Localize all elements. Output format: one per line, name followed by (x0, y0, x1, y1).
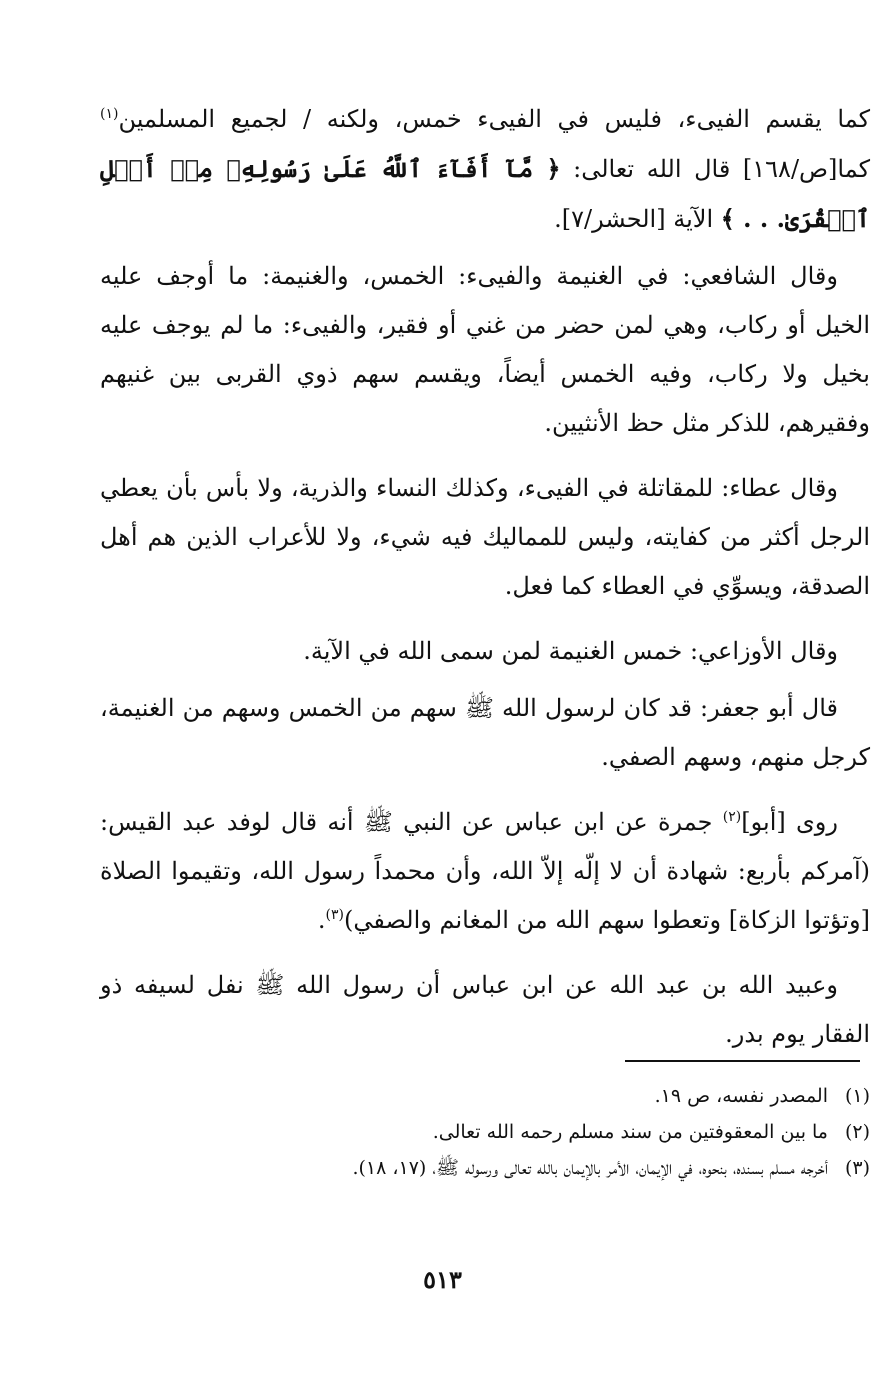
paragraph-6-text-b: جمرة عن ابن عباس عن النبي ﷺ أنه قال لوفد عبد القيس: (آمركم بأربع: شهادة أن لا إلّه إلاّ الله، وأن محمداً رسول الله، وتقيموا الصلاة [وتؤتوا الزكاة] وتعطوا سهم الله من المغانم والصفي) (100, 808, 870, 934)
footnote-number: (١) (844, 1085, 870, 1107)
footnote-ref-3: (٣) (325, 907, 344, 923)
paragraph-6-text-c: . (317, 906, 326, 934)
paragraph-6-text-a: روى [أبو] (741, 808, 838, 836)
paragraph-1-text-b: كما[ص/١٦٨] قال الله تعالى: (560, 155, 871, 183)
footnote-3 (100, 1150, 870, 1186)
footnote-ref-1: (١) (100, 106, 119, 122)
paragraph-1-text-c: الآية [الحشر/٧]. (554, 205, 721, 233)
footnote-text: ما بين المعقوفتين من سند مسلم رحمه الله تعالى. (432, 1121, 828, 1143)
footnote-2 (100, 1114, 870, 1150)
footnote-ref-2: (٢) (722, 809, 742, 825)
paragraph-2: وقال الشافعي: في الغنيمة والفيىء: الخمس، والغنيمة: ما أوجف عليه الخيل أو ركاب، وهي لمن حضر من غني أو فقير، والفيىء: ما لم يوجف عليه بخيل ولا ركاب، وفيه الخمس أيضاً، ويقسم سهم ذوي القربى بين غنيهم وفقيرهم، للذكر مثل حظ الأنثيين. (100, 262, 871, 437)
page-number: ٥١٣ (423, 1265, 462, 1294)
footnote-divider (625, 1060, 860, 1062)
main-text (100, 95, 870, 1075)
footnotes (100, 1078, 870, 1186)
paragraph-1-text-a: كما يقسم الفيىء، فليس في الفيىء خمس، ولكنه / لجميع المسلمين (118, 105, 870, 133)
footnote-number: (٢) (844, 1121, 870, 1143)
paragraph-1 (100, 95, 870, 244)
paragraph-7: وعبيد الله بن عبد الله عن ابن عباس أن رسول الله ﷺ نفل لسيفه ذو الفقار يوم بدر. (100, 971, 870, 1048)
footnote-1 (100, 1078, 870, 1114)
footnote-text: أخرجه مسلم بسنده، بنحوه، في الإيمان، الأمر بالإيمان بالله تعالى ورسوله ﷺ، (١٧، ١٨). (352, 1157, 828, 1179)
paragraph-3: وقال عطاء: للمقاتلة في الفيىء، وكذلك النساء والذرية، ولا بأس بأن يعطي الرجل أكثر من كفايته، وليس للمماليك فيه شيء، ولا للأعراب الذين هم أهل الصدقة، ويسوِّي في العطاء كما فعل. (100, 474, 870, 600)
paragraph-5: قال أبو جعفر: قد كان لرسول الله ﷺ سهم من الخمس وسهم من الغنيمة، كرجل منهم، وسهم الصفي. (100, 694, 870, 771)
paragraph-4: وقال الأوزاعي: خمس الغنيمة لمن سمى الله في الآية. (303, 637, 838, 665)
paragraph-6 (100, 798, 870, 945)
footnote-number: (٣) (844, 1157, 870, 1179)
footnote-text: المصدر نفسه، ص ١٩. (654, 1085, 828, 1107)
quran-verse: ﴿ مَّآ أَفَآءَ ٱللَّهُ عَلَىٰ رَسُولِهِۦ مِنۡ أَهۡلِ ٱلۡقُرَىٰ. . . ﴾ (100, 154, 870, 233)
